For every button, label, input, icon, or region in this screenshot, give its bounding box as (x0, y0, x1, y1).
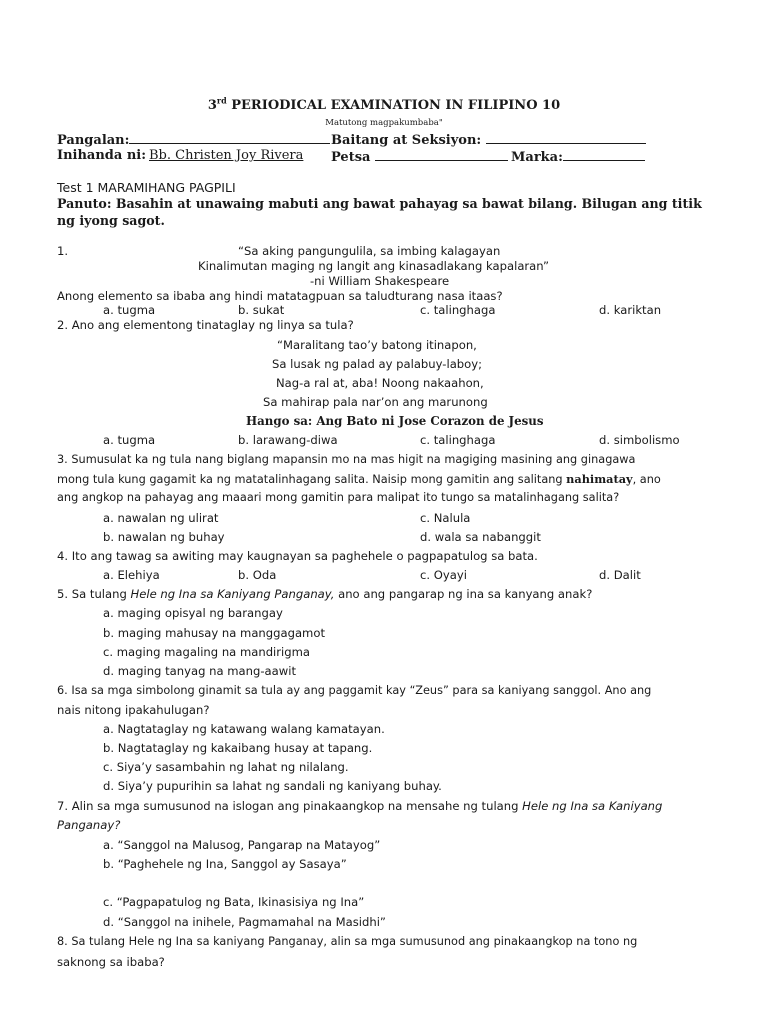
q4-choice-b: b. Oda (238, 568, 277, 582)
q5-choice-c: c. maging magaling na mandirigma (103, 645, 311, 659)
q2-poem-line-1: “Maralitang tao’y batong itinapon, (277, 338, 477, 352)
test-heading: Test 1 MARAMIHANG PAGPILI (57, 180, 236, 195)
q3-choice-d: d. wala sa nabanggit (420, 530, 541, 544)
q4-question: 4. Ito ang tawag sa awiting may kaugnayan sa paghehele o pagpapatulog sa bata. (57, 549, 538, 563)
q1-choice-d: d. kariktan (599, 303, 662, 317)
q3-line-2: mong tula kung gagamit ka ng matatalinhagang salita. Naisip mong gamitin ang salitang nahimatay, ano (57, 472, 661, 486)
q1-choice-b: b. sukat (238, 303, 285, 317)
exam-motto: Matutong magpakumbaba" (325, 118, 443, 128)
q5-question: 5. Sa tulang Hele ng Ina sa Kaniyang Panganay, ano ang pangarap ng ina sa kanyang anak? (57, 587, 593, 601)
q3-choice-a: a. nawalan ng ulirat (103, 511, 219, 525)
q6-line-2: nais nitong ipakahulugan? (57, 703, 210, 717)
q5-choice-a: a. maging opisyal ng barangay (103, 606, 283, 620)
q5-choice-b: b. maging mahusay na manggagamot (103, 626, 325, 640)
q2-poem-line-4: Sa mahirap pala nar’on ang marunong (263, 395, 488, 409)
q8-line-2: saknong sa ibaba? (57, 955, 165, 969)
q2-choice-b: b. larawang-diwa (238, 433, 338, 447)
q1-quote-author: -ni William Shakespeare (310, 274, 450, 288)
exam-title: 3rd PERIODICAL EXAMINATION IN FILIPINO 10 (207, 95, 561, 113)
q7-choice-b: b. “Paghehele ng Ina, Sanggol ay Sasaya” (103, 857, 347, 871)
q3-choice-c: c. Nalula (420, 511, 471, 525)
q7-choice-d: d. “Sanggol na inihele, Pagmamahal na Masidhi” (103, 915, 386, 929)
q1-choice-a: a. tugma (103, 303, 156, 317)
q4-choice-d: d. Dalit (599, 568, 641, 582)
q1-choice-c: c. talinghaga (420, 303, 496, 317)
q7-choice-a: a. “Sanggol na Malusog, Pangarap na Matayog” (103, 838, 381, 852)
q5-choice-d: d. maging tanyag na mang-aawit (103, 664, 296, 678)
prepared-by-value: Bb. Christen Joy Rivera (149, 148, 304, 163)
q7-line-1: 7. Alin sa mga sumusunod na islogan ang pinakaangkop na mensahe ng tulang Hele ng Ina sa Kaniyang (57, 799, 663, 813)
q6-choice-b: b. Nagtataglay ng kakaibang husay at tapang. (103, 741, 373, 755)
q2-choice-a: a. tugma (103, 433, 156, 447)
q3-line-3: ang angkop na pahayag ang maaari mong gamitin para malipat ito tungo sa matalinhagang salita? (57, 491, 620, 504)
q1-question: Anong elemento sa ibaba ang hindi matatagpuan sa taludturang nasa itaas? (57, 289, 503, 303)
q2-poem-source: Hango sa: Ang Bato ni Jose Corazon de Jesus (246, 414, 544, 428)
q2-choice-c: c. talinghaga (420, 433, 496, 447)
directions-line-2: ng iyong sagot. (57, 213, 165, 228)
q6-choice-a: a. Nagtataglay ng katawang walang kamatayan. (103, 722, 385, 736)
directions-line-1: Panuto: Basahin at unawaing mabuti ang bawat pahayag sa bawat bilang. Bilugan ang titik (57, 196, 702, 211)
q3-keyword: nahimatay (566, 472, 633, 486)
date-field-row: Petsa (331, 149, 508, 165)
prepared-by-label: Inihanda ni: (57, 148, 147, 163)
q2-poem-line-3: Nag-a ral at, aba! Noong nakaahon, (276, 376, 484, 390)
q7-choice-c: c. “Pagpapatulog ng Bata, Ikinasisiya ng Ina” (103, 895, 365, 909)
score-field-row: Marka: (511, 149, 645, 165)
q8-line-1: 8. Sa tulang Hele ng Ina sa kaniyang Panganay, alin sa mga sumusunod ang pinakaangkop na tono ng (57, 935, 638, 948)
q4-choice-a: a. Elehiya (103, 568, 160, 582)
q3-choice-b: b. nawalan ng buhay (103, 530, 225, 544)
q1-quote-line-1: “Sa aking pangungulila, sa imbing kalagayan (238, 244, 501, 258)
q1-quote-line-2: Kinalimutan maging ng langit ang kinasadlakang kapalaran” (198, 259, 550, 273)
q2-choice-d: d. simbolismo (599, 433, 680, 447)
q6-choice-d: d. Siya’y pupurihin sa lahat ng sandali ng kaniyang buhay. (103, 779, 442, 793)
q2-poem-line-2: Sa lusak ng palad ay palabuy-laboy; (272, 357, 483, 371)
grade-section-field-row: Baitang at Seksiyon: (331, 132, 646, 148)
q6-choice-c: c. Siya’y sasambahin ng lahat ng nilalang. (103, 760, 349, 774)
q4-choice-c: c. Oyayi (420, 568, 467, 582)
q3-line-1: 3. Sumusulat ka ng tula nang biglang mapansin mo na mas higit na magiging masining ang ginagawa (57, 453, 636, 466)
q2-question: 2. Ano ang elementong tinataglay ng linya sa tula? (57, 318, 354, 332)
q7-line-2: Panganay? (57, 818, 121, 832)
q1-number: 1. (57, 244, 69, 258)
q6-line-1: 6. Isa sa mga simbolong ginamit sa tula ay ang paggamit kay “Zeus” para sa kaniyang sanggol. Ano ang (57, 684, 652, 697)
name-field-row: Pangalan: (57, 132, 330, 148)
